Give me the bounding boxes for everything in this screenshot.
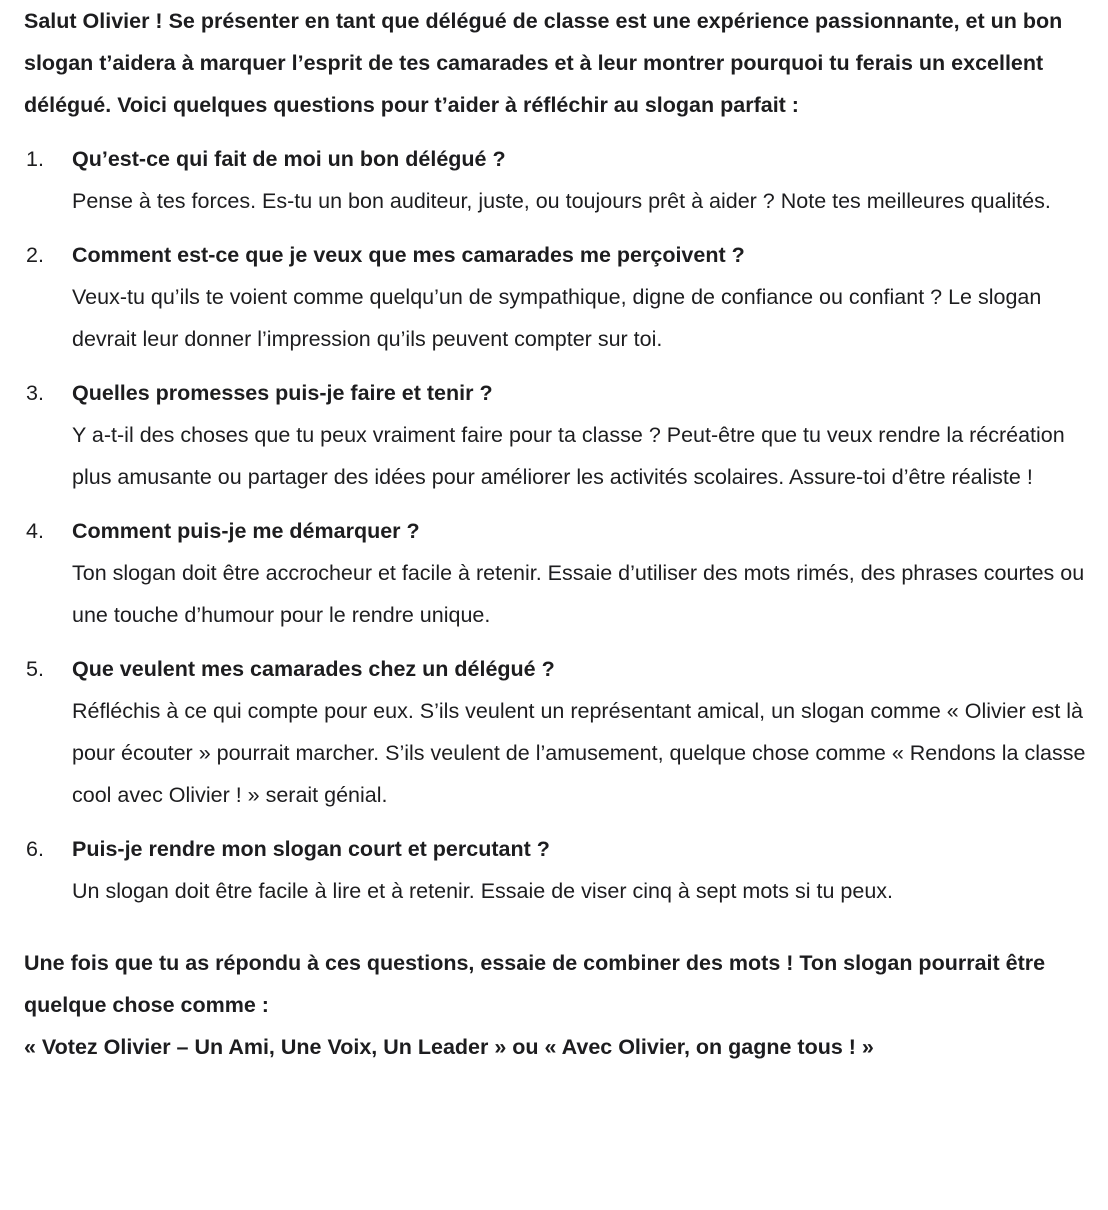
question-number: 3. <box>26 381 44 405</box>
question-body: Pense à tes forces. Es-tu un bon auditeur, juste, ou toujours prêt à aider ? Note tes meilleures qualités. <box>72 189 1051 213</box>
question-body: Ton slogan doit être accrocheur et facile à retenir. Essaie d’utiliser des mots rimés, des phrases courtes ou une touche d’humour pour le rendre unique. <box>72 561 1085 627</box>
question-title: Qu’est-ce qui fait de moi un bon délégué ? <box>72 147 506 171</box>
question-title: Que veulent mes camarades chez un délégué ? <box>72 657 555 681</box>
question-title: Quelles promesses puis-je faire et tenir ? <box>72 381 493 405</box>
question-item-1 <box>24 138 1092 222</box>
question-body: Y a-t-il des choses que tu peux vraiment faire pour ta classe ? Peut-être que tu veux rendre la récréation plus amusante ou partager des idées pour améliorer les activités scolaires. Assure-toi d’être réaliste ! <box>72 423 1065 489</box>
question-item-5 <box>24 648 1092 816</box>
conclusion-paragraph: Une fois que tu as répondu à ces questions, essaie de combiner des mots ! Ton slogan pourrait être quelque chose comme : <box>24 951 1046 1017</box>
question-number: 2. <box>26 243 44 267</box>
question-item-2 <box>24 234 1092 360</box>
question-item-4 <box>24 510 1092 636</box>
slogan-examples: « Votez Olivier – Un Ami, Une Voix, Un Leader » ou « Avec Olivier, on gagne tous ! » <box>24 1035 874 1059</box>
question-body: Veux-tu qu’ils te voient comme quelqu’un de sympathique, digne de confiance ou confiant ? Le slogan devrait leur donner l’impression qu’ils peuvent compter sur toi. <box>72 285 1042 351</box>
question-number: 4. <box>26 519 44 543</box>
question-number: 1. <box>26 147 44 171</box>
question-item-3 <box>24 372 1092 498</box>
intro-paragraph: Salut Olivier ! Se présenter en tant que délégué de classe est une expérience passionnante, et un bon slogan t’aidera à marquer l’esprit de tes camarades et à leur montrer pourquoi tu ferais un excellent délégué. Voici quelques questions pour t’aider à réfléchir au slogan parfait : <box>24 9 1063 117</box>
question-title: Comment puis-je me démarquer ? <box>72 519 420 543</box>
questions-list <box>24 138 1092 912</box>
question-title: Comment est-ce que je veux que mes camarades me perçoivent ? <box>72 243 745 267</box>
question-body: Réfléchis à ce qui compte pour eux. S’ils veulent un représentant amical, un slogan comme « Olivier est là pour écouter » pourrait marcher. S’ils veulent de l’amusement, quelque chose comme « Rendons la classe cool avec Olivier ! » serait génial. <box>72 699 1086 807</box>
question-number: 5. <box>26 657 44 681</box>
question-body: Un slogan doit être facile à lire et à retenir. Essaie de viser cinq à sept mots si tu peux. <box>72 879 893 903</box>
question-number: 6. <box>26 837 44 861</box>
question-item-6 <box>24 828 1092 912</box>
question-title: Puis-je rendre mon slogan court et percutant ? <box>72 837 550 861</box>
